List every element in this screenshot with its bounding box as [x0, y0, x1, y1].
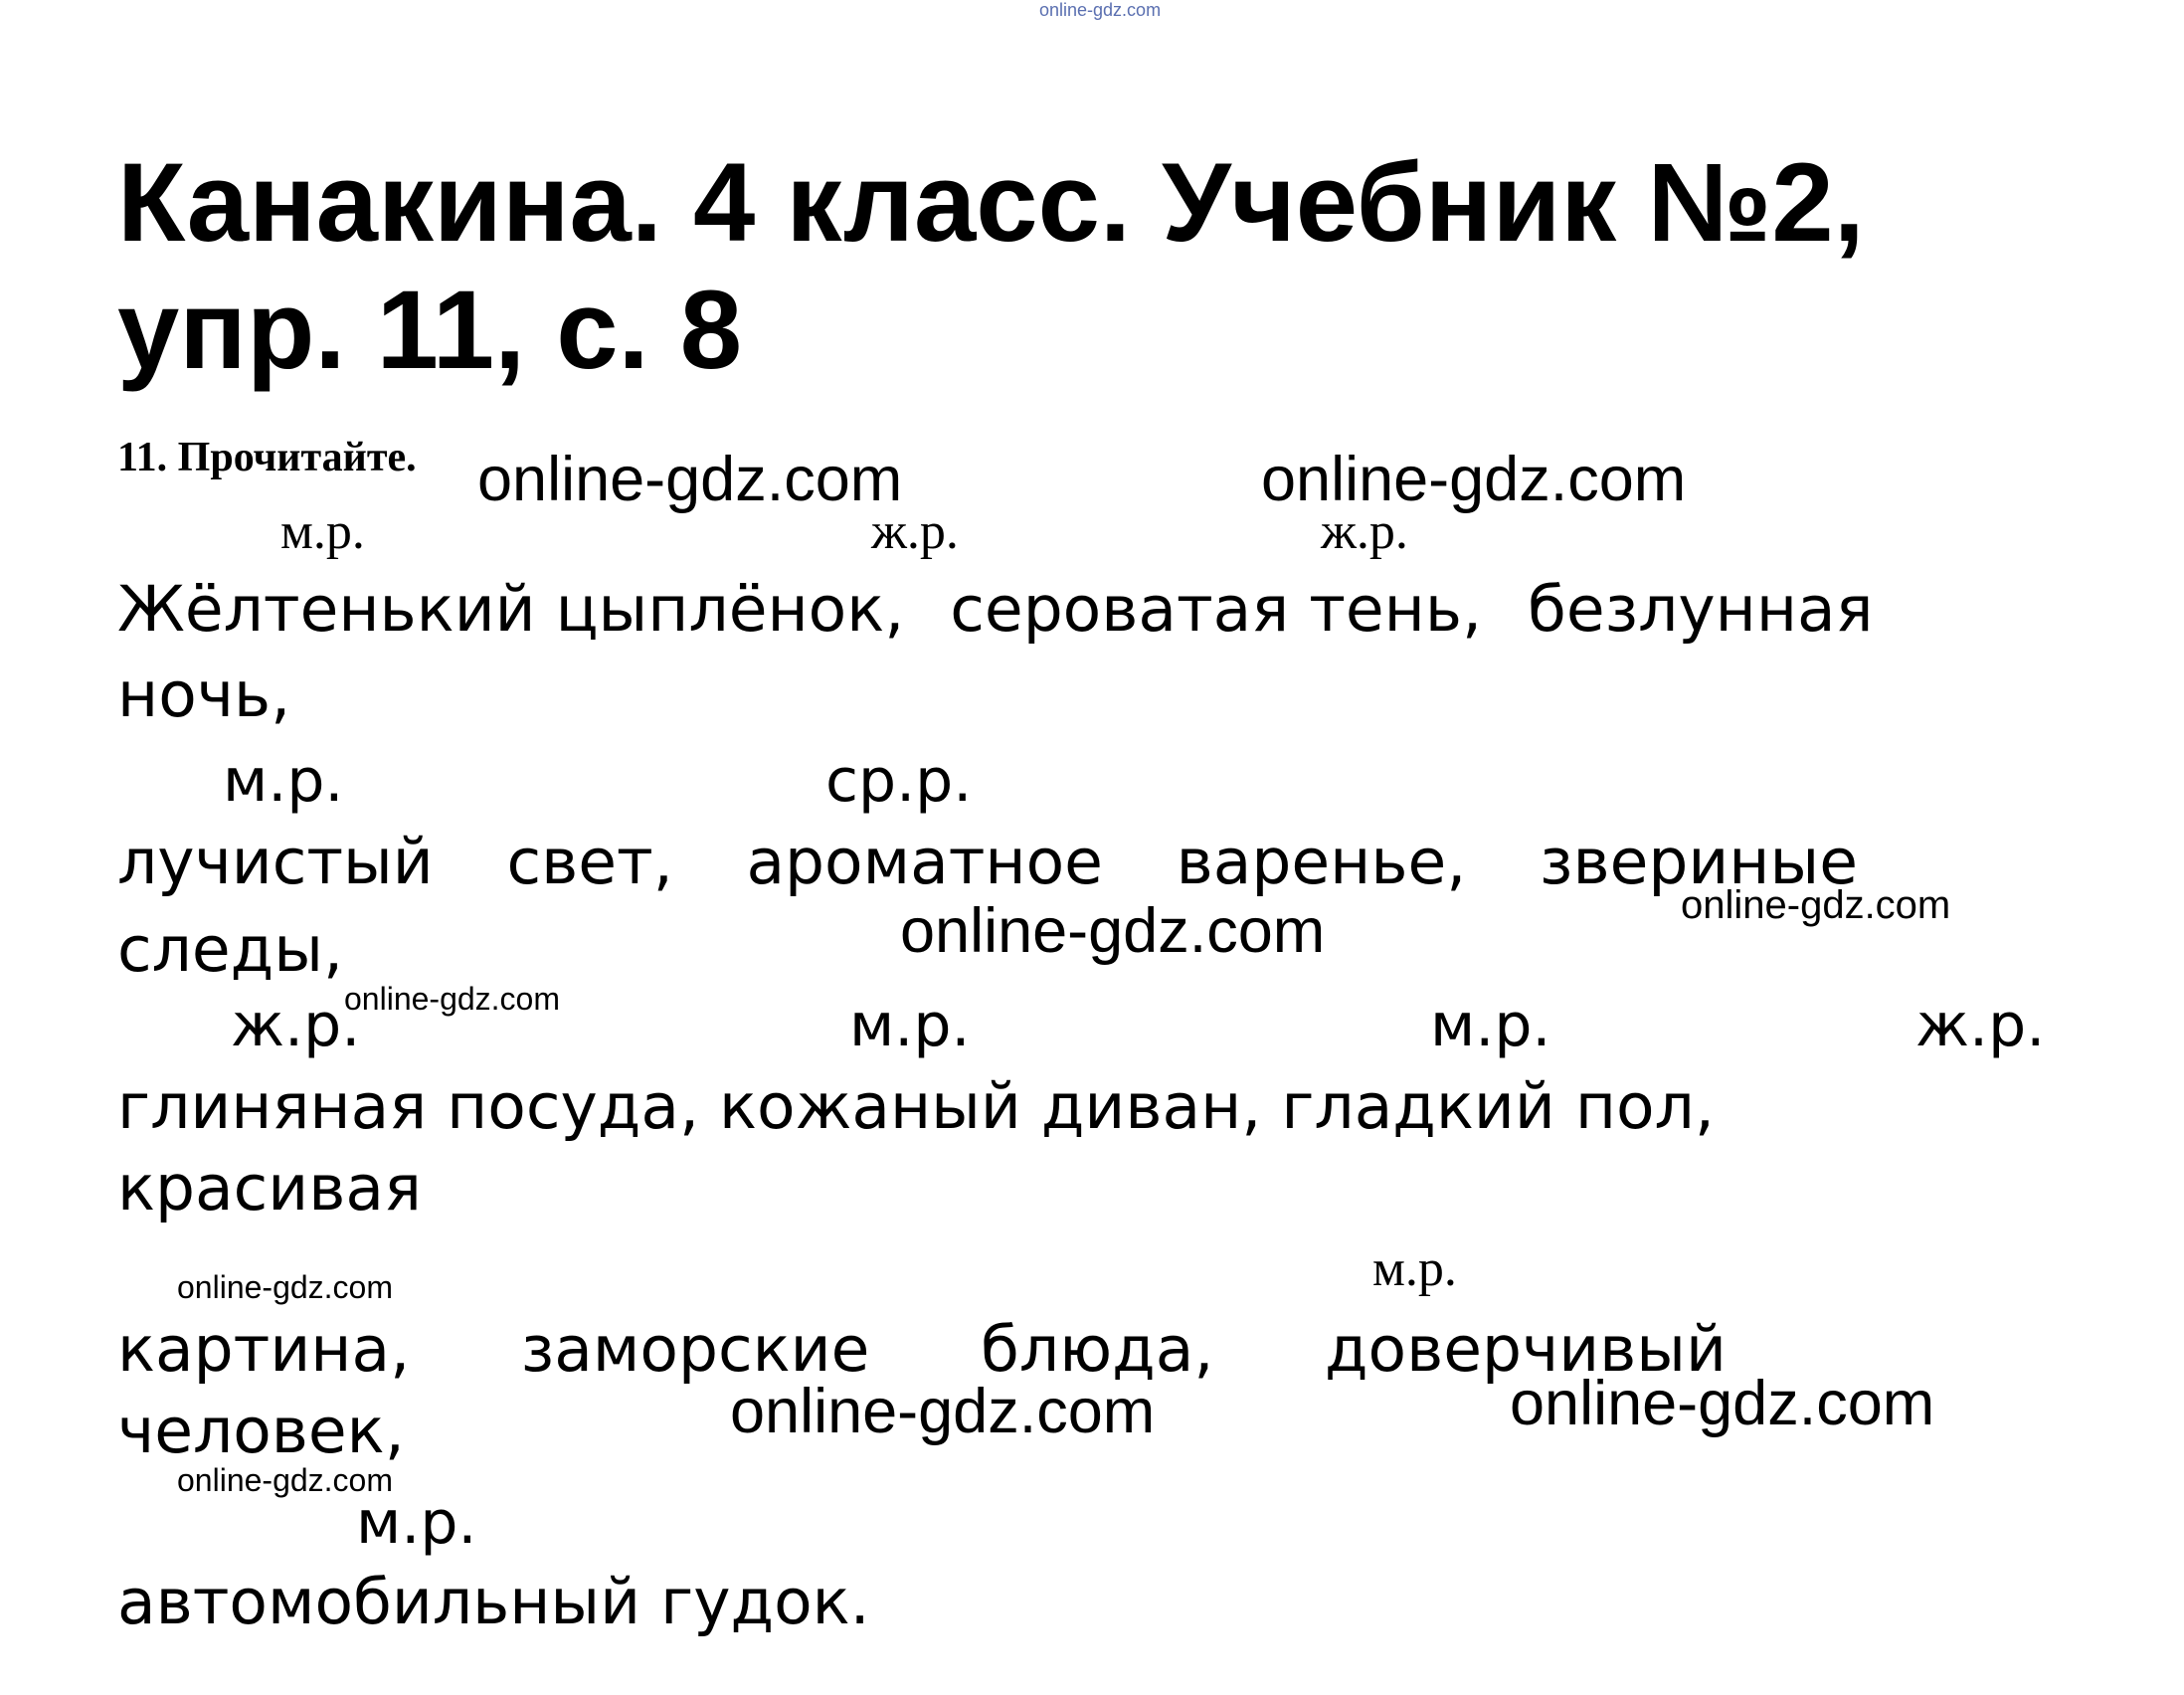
gender-label: ж.р.	[871, 503, 959, 560]
text-word: лучистый	[117, 826, 434, 898]
exercise-instruction: 11. Прочитайте.	[117, 435, 417, 480]
text-word: сероватая тень,	[950, 573, 1482, 646]
watermark: online-gdz.com	[900, 896, 1326, 966]
watermark: online-gdz.com	[477, 445, 903, 514]
text-word: доверчивый	[1325, 1313, 1727, 1386]
text-word: картина,	[117, 1313, 411, 1386]
text-line: красивая	[117, 1152, 422, 1224]
gender-label: ср.р.	[825, 746, 973, 816]
text-word: свет,	[506, 826, 673, 898]
gender-label: ж.р.	[1915, 991, 2046, 1060]
gender-label: ж.р.	[231, 991, 361, 1060]
text-word: блюда,	[981, 1313, 1214, 1386]
gender-label: м.р.	[280, 503, 365, 560]
text-word: ароматное	[746, 826, 1103, 898]
text-line	[117, 826, 1858, 898]
gender-label: ж.р.	[1321, 503, 1408, 560]
watermark: online-gdz.com	[177, 1462, 393, 1498]
text-line: глиняная посуда, кожаный диван, гладкий пол,	[117, 1070, 1715, 1143]
gender-label: м.р.	[1430, 991, 1551, 1060]
text-line: ночь,	[117, 659, 291, 731]
text-line: автомобильный гудок.	[117, 1566, 870, 1638]
text-word: Жёлтенький цыплёнок,	[117, 573, 905, 646]
text-word: заморские	[520, 1313, 870, 1386]
text-line: следы,	[117, 913, 343, 986]
text-word: звериные	[1539, 826, 1858, 898]
watermark: online-gdz.com	[1261, 445, 1687, 514]
text-word: варенье,	[1176, 826, 1467, 898]
watermark: online-gdz.com	[1681, 883, 1951, 927]
watermark: online-gdz.com	[344, 981, 560, 1017]
text-line	[117, 573, 1874, 646]
page-title-line2: упр. 11, с. 8	[117, 268, 743, 392]
gender-label: м.р.	[849, 991, 971, 1060]
gender-label: м.р.	[1372, 1240, 1457, 1297]
page-title-line1: Канакина. 4 класс. Учебник №2,	[117, 140, 1865, 265]
watermark: online-gdz.com	[1510, 1369, 1935, 1438]
gender-label: м.р.	[356, 1488, 477, 1558]
text-line: человек,	[117, 1395, 405, 1467]
watermark: online-gdz.com	[730, 1377, 1156, 1446]
text-word: безлунная	[1528, 573, 1874, 646]
gender-label: м.р.	[223, 746, 344, 816]
watermark: online-gdz.com	[177, 1269, 393, 1305]
watermark-top: online-gdz.com	[1039, 0, 1162, 20]
